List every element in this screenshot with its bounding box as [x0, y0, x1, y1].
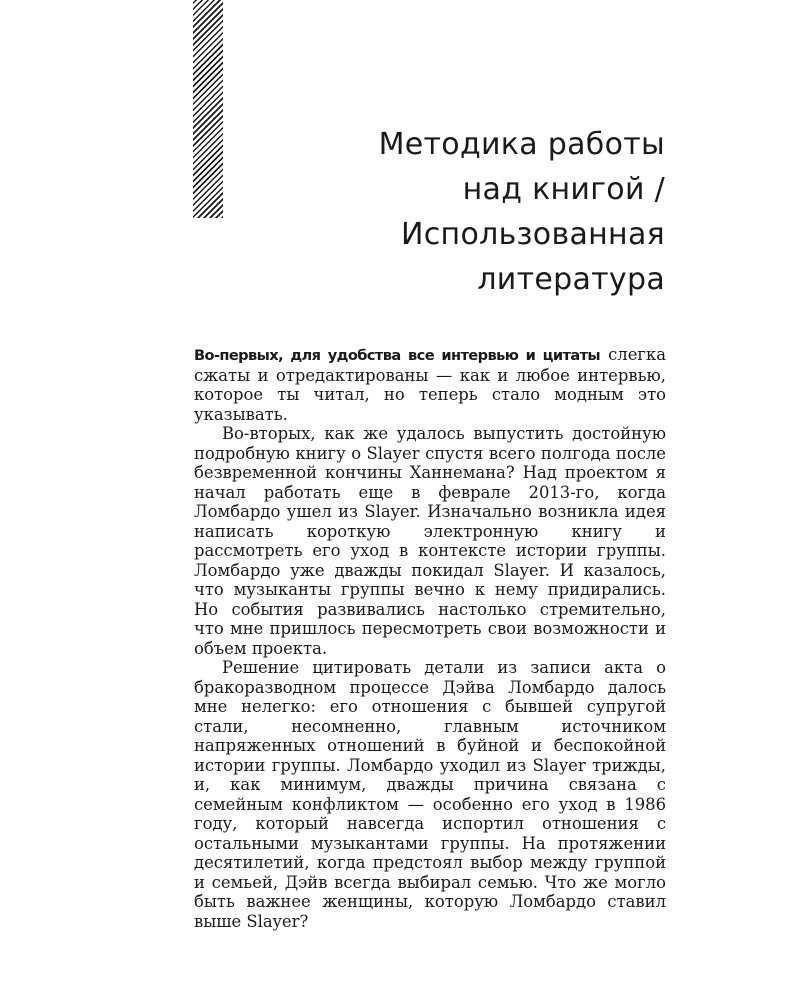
chapter-title: [245, 122, 665, 302]
chapter-title-line-4: литература: [477, 262, 665, 297]
decorative-hatch-bar: [193, 0, 223, 218]
chapter-title-line-1: Методика работы: [378, 127, 665, 162]
paragraph-1-rest: слегка сжаты и отредактированы — как и любое интервью, которое ты читал, но теперь стало модным это указывать.: [194, 345, 667, 424]
paragraph-3: Решение цитировать детали из записи акта о бракоразводном процессе Дэйва Ломбардо далось мне нелегко: его отношения с бывшей супругой стали, несомненно, главным источником напряженных отношений в буйной и беспокойной истории группы. Ломбардо уходил из Slayer трижды, и, как минимум, дважды причина связана с семейным конфликтом — особенно его уход в 1986 году, который навсегда испортил отношения с остальными музыкантами группы. На протяжении десятилетий, когда предстоял выбор между группой и семьей, Дэйв всегда выбирал семью. Что же могло быть важнее женщины, которую Ломбардо ставил выше Slayer?: [194, 658, 666, 931]
chapter-title-line-2: над книгой /: [462, 172, 665, 207]
paragraph-lead-in: Во-первых, для удобства все интервью и цитаты: [194, 347, 601, 364]
paragraph-2: Во-вторых, как же удалось выпустить достойную подробную книгу о Slayer спустя всего полгода после безвременной кончины Ханнемана? Над проектом я начал работать еще в феврале 2013-го, когда Ломбардо ушел из Slayer. Изначально возникла идея написать короткую электронную книгу и рассмотреть его уход в контексте истории группы. Ломбардо уже дважды покидал Slayer. И казалось, что музыканты группы вечно к нему придирались. Но события развивались настолько стремительно, что мне пришлось пересмотреть свои возможности и объем проекта.: [194, 424, 666, 658]
body-text: [194, 345, 666, 931]
chapter-title-line-3: Использованная: [401, 217, 665, 252]
paragraph-1: [194, 345, 666, 424]
